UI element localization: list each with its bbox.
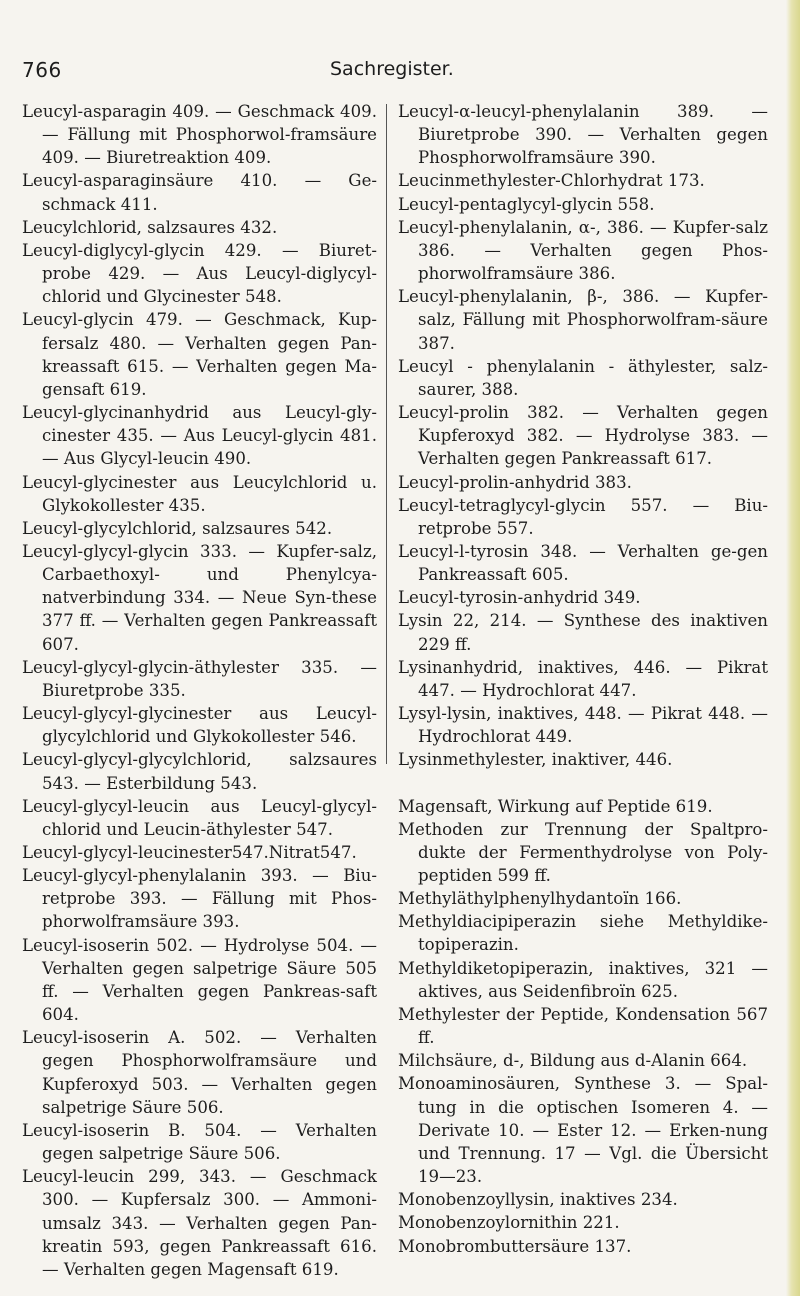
index-entry: Methyldiacipiperazin siehe Methyldike-topiperazin.	[398, 912, 768, 955]
index-entry: Leucyl-isoserin A. 502. — Verhalten gegen Phosphorwolframsäure und Kupferoxyd 503. — Verhalten gegen salpetrige Säure 506.	[22, 1028, 377, 1117]
index-entry: Methoden zur Trennung der Spaltpro-dukte der Fermenthydrolyse von Poly-peptiden 599 ff.	[398, 819, 768, 885]
index-entry: Leucyl-glycinester aus Leucylchlorid u. Glykokollester 435.	[22, 472, 377, 515]
column-divider	[386, 104, 387, 764]
index-entry: Leucinmethylester-Chlorhydrat 173.	[398, 171, 705, 191]
index-entry: Leucyl-glycyl-glycin 333. — Kupfer-salz, Carbaethoxyl- und Phenylcya-natverbindung 334. — Neue Syn-these 377 ff. — Verhalten gegen Pankreassaft 607.	[22, 541, 377, 654]
index-entry: Leucyl-prolin 382. — Verhalten gegen Kupferoxyd 382. — Hydrolyse 383. — Verhalten gegen Pankreassaft 617.	[398, 403, 768, 469]
index-entry: Milchsäure, d-, Bildung aus d-Alanin 664.	[398, 1051, 748, 1071]
index-entry: Lysyl-lysin, inaktives, 448. — Pikrat 448. — Hydrochlorat 449.	[398, 704, 768, 747]
index-entry: Leucyl-glycin 479. — Geschmack, Kup-fersalz 480. — Verhalten gegen Pan-kreassaft 615. — Verhalten gegen Ma-gensaft 619.	[22, 310, 377, 399]
index-entry: Leucyl-phenylalanin, β-, 386. — Kupfer-salz, Fällung mit Phosphorwolfram-säure 387.	[398, 287, 768, 353]
index-entry: Leucyl-glycyl-phenylalanin 393. — Biu-retprobe 393. — Fällung mit Phos-phorwolframsäure 393.	[22, 866, 377, 932]
index-entry: Monobenzoylornithin 221.	[398, 1213, 620, 1233]
index-column-left	[22, 100, 377, 1281]
index-entry: Leucyl-isoserin 502. — Hydrolyse 504. — Verhalten gegen salpetrige Säure 505 ff. — Verhalten gegen Pankreas-saft 604.	[22, 935, 377, 1025]
page-edge-shadow	[786, 0, 800, 1296]
index-entry: Monobrombuttersäure 137.	[398, 1236, 632, 1256]
index-entry: Leucyl-tetraglycyl-glycin 557. — Biu-retprobe 557.	[398, 495, 768, 538]
index-entry: Leucyl-prolin-anhydrid 383.	[398, 472, 632, 492]
index-entry: Magensaft, Wirkung auf Peptide 619.	[398, 796, 713, 816]
index-entry: Monobenzoyllysin, inaktives 234.	[398, 1190, 678, 1210]
index-entry: Leucyl-glycylchlorid, salzsaures 542.	[22, 518, 333, 538]
index-entry: Leucyl-glycyl-glycin-äthylester 335. — Biuretprobe 335.	[22, 657, 377, 700]
index-entry: Leucyl-glycyl-leucin aus Leucyl-glycyl-chlorid und Leucin-äthylester 547.	[22, 796, 377, 839]
index-entry: Methyläthylphenylhydantoïn 166.	[398, 889, 682, 909]
index-entry: Leucyl-glycyl-glycinester aus Leucyl-glycylchlorid und Glykokollester 546.	[22, 704, 377, 747]
index-entry: Leucyl-isoserin B. 504. — Verhalten gegen salpetrige Säure 506.	[22, 1120, 377, 1164]
section-gap	[398, 772, 768, 795]
index-entry: Leucyl-leucin 299, 343. — Geschmack 300. — Kupfersalz 300. — Ammoni-umsalz 343. — Verhalten gegen Pan-kreatin 593, gegen Pankreassaft 616. — Verhalten gegen Magensaft 619.	[22, 1167, 377, 1279]
index-entry: Leucyl-glycyl-leucinester547.Nitrat547.	[22, 843, 357, 862]
page-number: 766	[22, 58, 62, 82]
index-entry: Lysin 22, 214. — Synthese des inaktiven 229 ff.	[398, 611, 768, 654]
index-entry: Leucyl-asparaginsäure 410. — Ge-schmack 411.	[22, 171, 377, 214]
index-entry: Lysinmethylester, inaktiver, 446.	[398, 750, 673, 770]
index-entry: Leucyl-glycyl-glycylchlorid, salzsaures 543. — Esterbildung 543.	[22, 750, 377, 793]
index-entry: Leucyl-tyrosin-anhydrid 349.	[398, 588, 641, 608]
index-entry: Lysinanhydrid, inaktives, 446. — Pikrat 447. — Hydrochlorat 447.	[398, 657, 768, 700]
index-entry: Leucyl-l-tyrosin 348. — Verhalten ge-gen Pankreassaft 605.	[398, 541, 768, 585]
index-entry: Leucyl-α-leucyl-phenylalanin 389. — Biuretprobe 390. — Verhalten gegen Phosphorwolframsäure 390.	[398, 102, 768, 168]
running-title: Sachregister.	[330, 58, 454, 80]
index-entry: Leucyl - phenylalanin - äthylester, salz-saurer, 388.	[398, 356, 768, 399]
index-entry: Monoaminosäuren, Synthese 3. — Spal-tung in die optischen Isomeren 4. — Derivate 10. — Ester 12. — Erken-nung und Trennung. 17 — Vgl. die Übersicht 19—23.	[398, 1074, 768, 1187]
index-entry: Leucyl-asparagin 409. — Geschmack 409. — Fällung mit Phosphorwol-framsäure 409. — Biuretreaktion 409.	[22, 102, 377, 168]
index-entry: Methyldiketopiperazin, inaktives, 321 — aktives, aus Seidenfibroïn 625.	[398, 958, 768, 1001]
index-entry: Leucylchlorid, salzsaures 432.	[22, 217, 278, 237]
page-header	[0, 58, 800, 88]
index-entry: Methylester der Peptide, Kondensation 567 ff.	[398, 1004, 768, 1048]
index-entry: Leucyl-phenylalanin, α-, 386. — Kupfer-salz 386. — Verhalten gegen Phos-phorwolframsäure 386.	[398, 217, 768, 284]
index-column-right	[398, 100, 768, 1258]
index-entry: Leucyl-diglycyl-glycin 429. — Biuret-probe 429. — Aus Leucyl-diglycyl-chlorid und Glycinester 548.	[22, 240, 377, 307]
index-entry: Leucyl-glycinanhydrid aus Leucyl-gly-cinester 435. — Aus Leucyl-glycin 481. — Aus Glycyl-leucin 490.	[22, 403, 377, 469]
index-entry: Leucyl-pentaglycyl-glycin 558.	[398, 194, 655, 214]
